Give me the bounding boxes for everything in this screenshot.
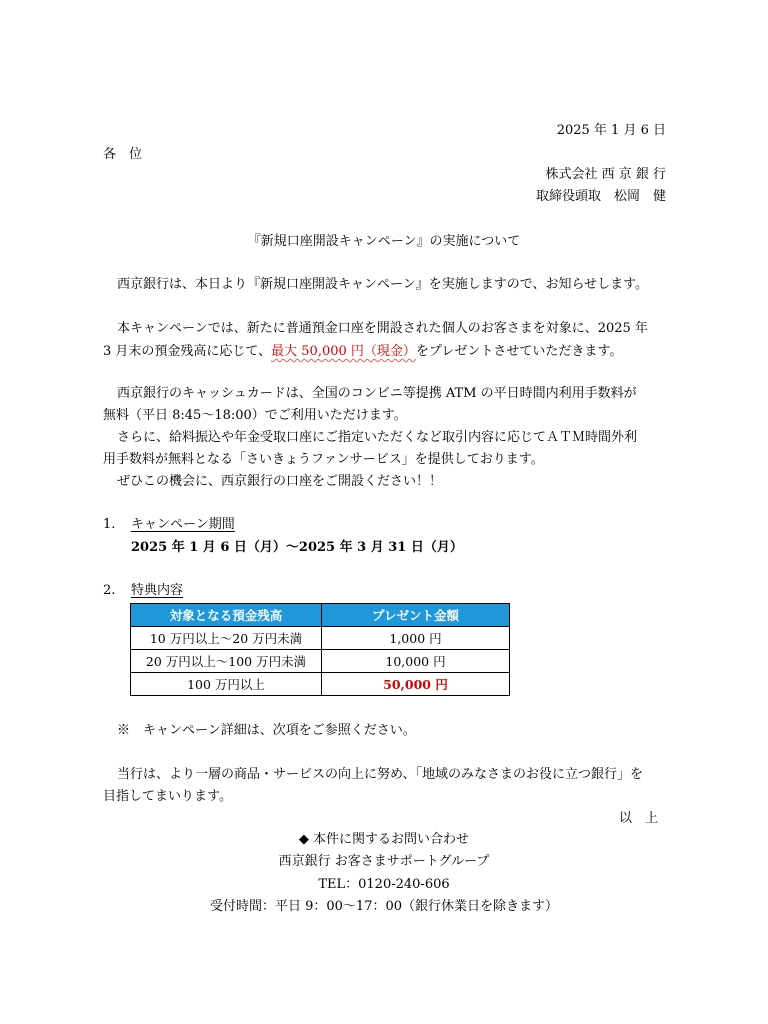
document-title: 『新規口座開設キャンペーン』の実施について <box>247 234 521 249</box>
section2-number: 2. <box>103 583 116 598</box>
table-cell-amount: 10,000 円 <box>322 650 510 673</box>
table-cell-amount-max: 50,000 円 <box>322 673 510 696</box>
table-header-balance: 対象となる預金残高 <box>131 604 322 627</box>
closing-line1: 当行は、より一層の商品・サービスの向上に努め、「地域のみなさまのお役に立つ銀行」を <box>117 767 643 782</box>
cashcard-paragraph-line3: さらに、給料振込や年金受取口座にご指定いただくなど取引内容に応じてＡＴＭ時間外利 <box>117 430 638 445</box>
cashcard-paragraph-line1: 西京銀行のキャッシュカードは、全国のコンビニ等提携 ATM の平日時間内利用手数料が <box>117 386 637 401</box>
table-cell-balance: 10 万円以上～20 万円未満 <box>131 627 322 650</box>
cashcard-paragraph-line4: 用手数料が無料となる「さいきょうファンサービス」を提供しております。 <box>103 452 544 467</box>
contact-department: 西京銀行 お客さまサポートグループ <box>278 854 490 869</box>
table-cell-amount: 1,000 円 <box>322 627 510 650</box>
max-prize-highlight: 最大 50,000 円（現金） <box>271 344 416 359</box>
campaign-paragraph-prefix: 3 月末の預金残高に応じて、 <box>103 344 272 359</box>
campaign-period: 2025 年 1 月 6 日（月）～2025 年 3 月 31 日（月） <box>131 540 463 555</box>
table-row <box>131 650 510 673</box>
addressee: 各 位 <box>103 147 143 162</box>
table-header-amount: プレゼント金額 <box>322 604 510 627</box>
benefits-table <box>130 603 510 696</box>
campaign-paragraph-suffix: をプレゼントさせていただきます。 <box>415 344 623 359</box>
company-name: 株式会社 西 京 銀 行 <box>545 167 666 182</box>
details-note: ※ キャンペーン詳細は、次項をご参照ください。 <box>117 723 416 738</box>
closing-end-mark: 以 上 <box>618 811 658 826</box>
section1-heading: キャンペーン期間 <box>131 517 235 532</box>
table-cell-balance: 100 万円以上 <box>131 673 322 696</box>
signer-name: 取締役頭取 松岡 健 <box>535 189 666 204</box>
campaign-paragraph-line1: 本キャンペーンでは、新たに普通預金口座を開設された個人のお客さまを対象に、2025 年 <box>117 321 648 336</box>
closing-line2: 目指してまいります。 <box>103 789 232 804</box>
contact-title: ◆ 本件に関するお問い合わせ <box>298 832 470 847</box>
table-cell-balance: 20 万円以上～100 万円未満 <box>131 650 322 673</box>
section1-number: 1. <box>103 517 116 532</box>
intro-paragraph: 西京銀行は、本日より『新規口座開設キャンペーン』を実施しますので、お知らせします。 <box>117 277 649 292</box>
table-row <box>131 627 510 650</box>
table-header-row <box>131 604 510 627</box>
document-date: 2025 年 1 月 6 日 <box>556 123 666 138</box>
campaign-paragraph-line2 <box>103 343 622 361</box>
contact-hours: 受付時間：平日 9：00～17：00（銀行休業日を除きます） <box>209 899 559 914</box>
table-row <box>131 673 510 696</box>
cashcard-paragraph-line2: 無料（平日 8:45～18:00）でご利用いただけます。 <box>103 408 407 423</box>
cashcard-paragraph-line5: ぜひこの機会に、西京銀行の口座をご開設ください！！ <box>117 474 443 489</box>
section2-heading: 特典内容 <box>131 583 184 598</box>
contact-phone: TEL：0120-240-606 <box>318 877 450 892</box>
